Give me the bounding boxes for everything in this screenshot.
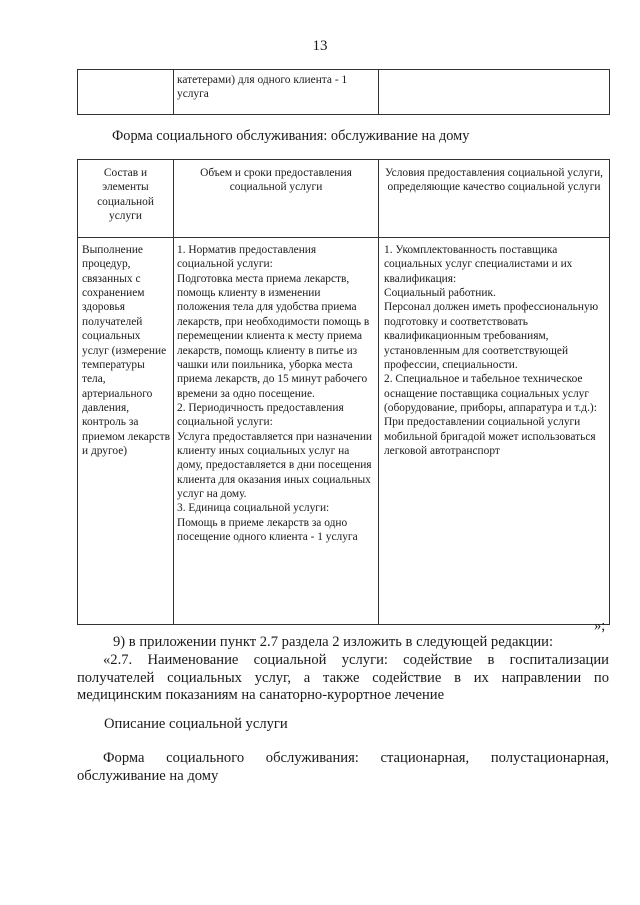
continuation-table	[77, 69, 610, 115]
service-form-title: Форма социального обслуживания: обслуживание на дому	[112, 128, 470, 144]
description-heading: Описание социальной услуги	[104, 716, 288, 732]
cell-composition: Выполнение процедур, связанных с сохранением здоровья получателей социальных услуг (измерение температуры тела, артериального давления, контроль за приемом лекарств и другое)	[78, 238, 174, 625]
service-form-line-end: обслуживание на дому	[77, 767, 219, 784]
word: социального	[166, 750, 245, 766]
paragraph-item-2-7: «2.7. Наименование социальной услуги: содействие в госпитализации получателей социальных услуг, а также содействие в их направлении по медицинским показаниям на санаторно-курортное лечение	[77, 652, 609, 703]
cell-conditions: 1. Укомплектованность поставщика социальных услуг специалистами и их квалификация: Социальный работник. Персонал должен иметь профессиональную подготовку и соответствовать квалификационным требованиям, установленным для соответствующей профессии, специальности. 2. Специальное и табельное техническое оснащение поставщика социальных услуг (оборудование, приборы, аппаратура и т.д.): При предоставлении социальной услуги мобильной бригадой может использоваться легковой автотранспорт	[379, 238, 610, 625]
word: стационарная,	[380, 750, 470, 766]
header-composition: Состав и элементы социальной услуги	[78, 160, 174, 238]
table-row	[78, 238, 610, 625]
word: полустационарная,	[490, 750, 609, 766]
header-conditions: Условия предоставления социальной услуги, определяющие качество социальной услуги	[379, 160, 610, 238]
word: обслуживания:	[265, 750, 359, 766]
table-row	[78, 70, 610, 115]
continuation-cell-2: катетерами) для одного клиента - 1 услуга	[174, 70, 379, 115]
page-number: 13	[312, 38, 328, 54]
continuation-cell-1	[78, 70, 174, 115]
cell-volume: 1. Норматив предоставления социальной услуги: Подготовка места приема лекарств, помощь клиенту в изменении положения тела для удобства приема лекарств, при необходимости помощь в перемещении клиента к месту приема лекарств, помощь клиенту в питье из чашки или поильника, уборка места приема лекарств, до 15 минут рабочего времени за одно посещение. 2. Периодичность предоставления социальной услуги: Услуга предоставляется при назначении клиенту иных социальных услуг на дому, предоставляется в дни посещения клиента для оказания иных социальных услуг на дому. 3. Единица социальной услуги: Помощь в приеме лекарств за одно посещение одного клиента - 1 услуга	[174, 238, 379, 625]
table-header-row	[78, 160, 610, 238]
header-volume: Объем и сроки предоставления социальной услуги	[174, 160, 379, 238]
closing-quote: »;	[594, 618, 606, 634]
paragraph-item-9: 9) в приложении пункт 2.7 раздела 2 изложить в следующей редакции:	[113, 634, 553, 650]
paragraph-service-form	[77, 750, 609, 785]
continuation-cell-3	[379, 70, 610, 115]
word: Форма	[103, 750, 145, 766]
service-form-line	[77, 750, 609, 768]
service-table	[77, 159, 610, 625]
